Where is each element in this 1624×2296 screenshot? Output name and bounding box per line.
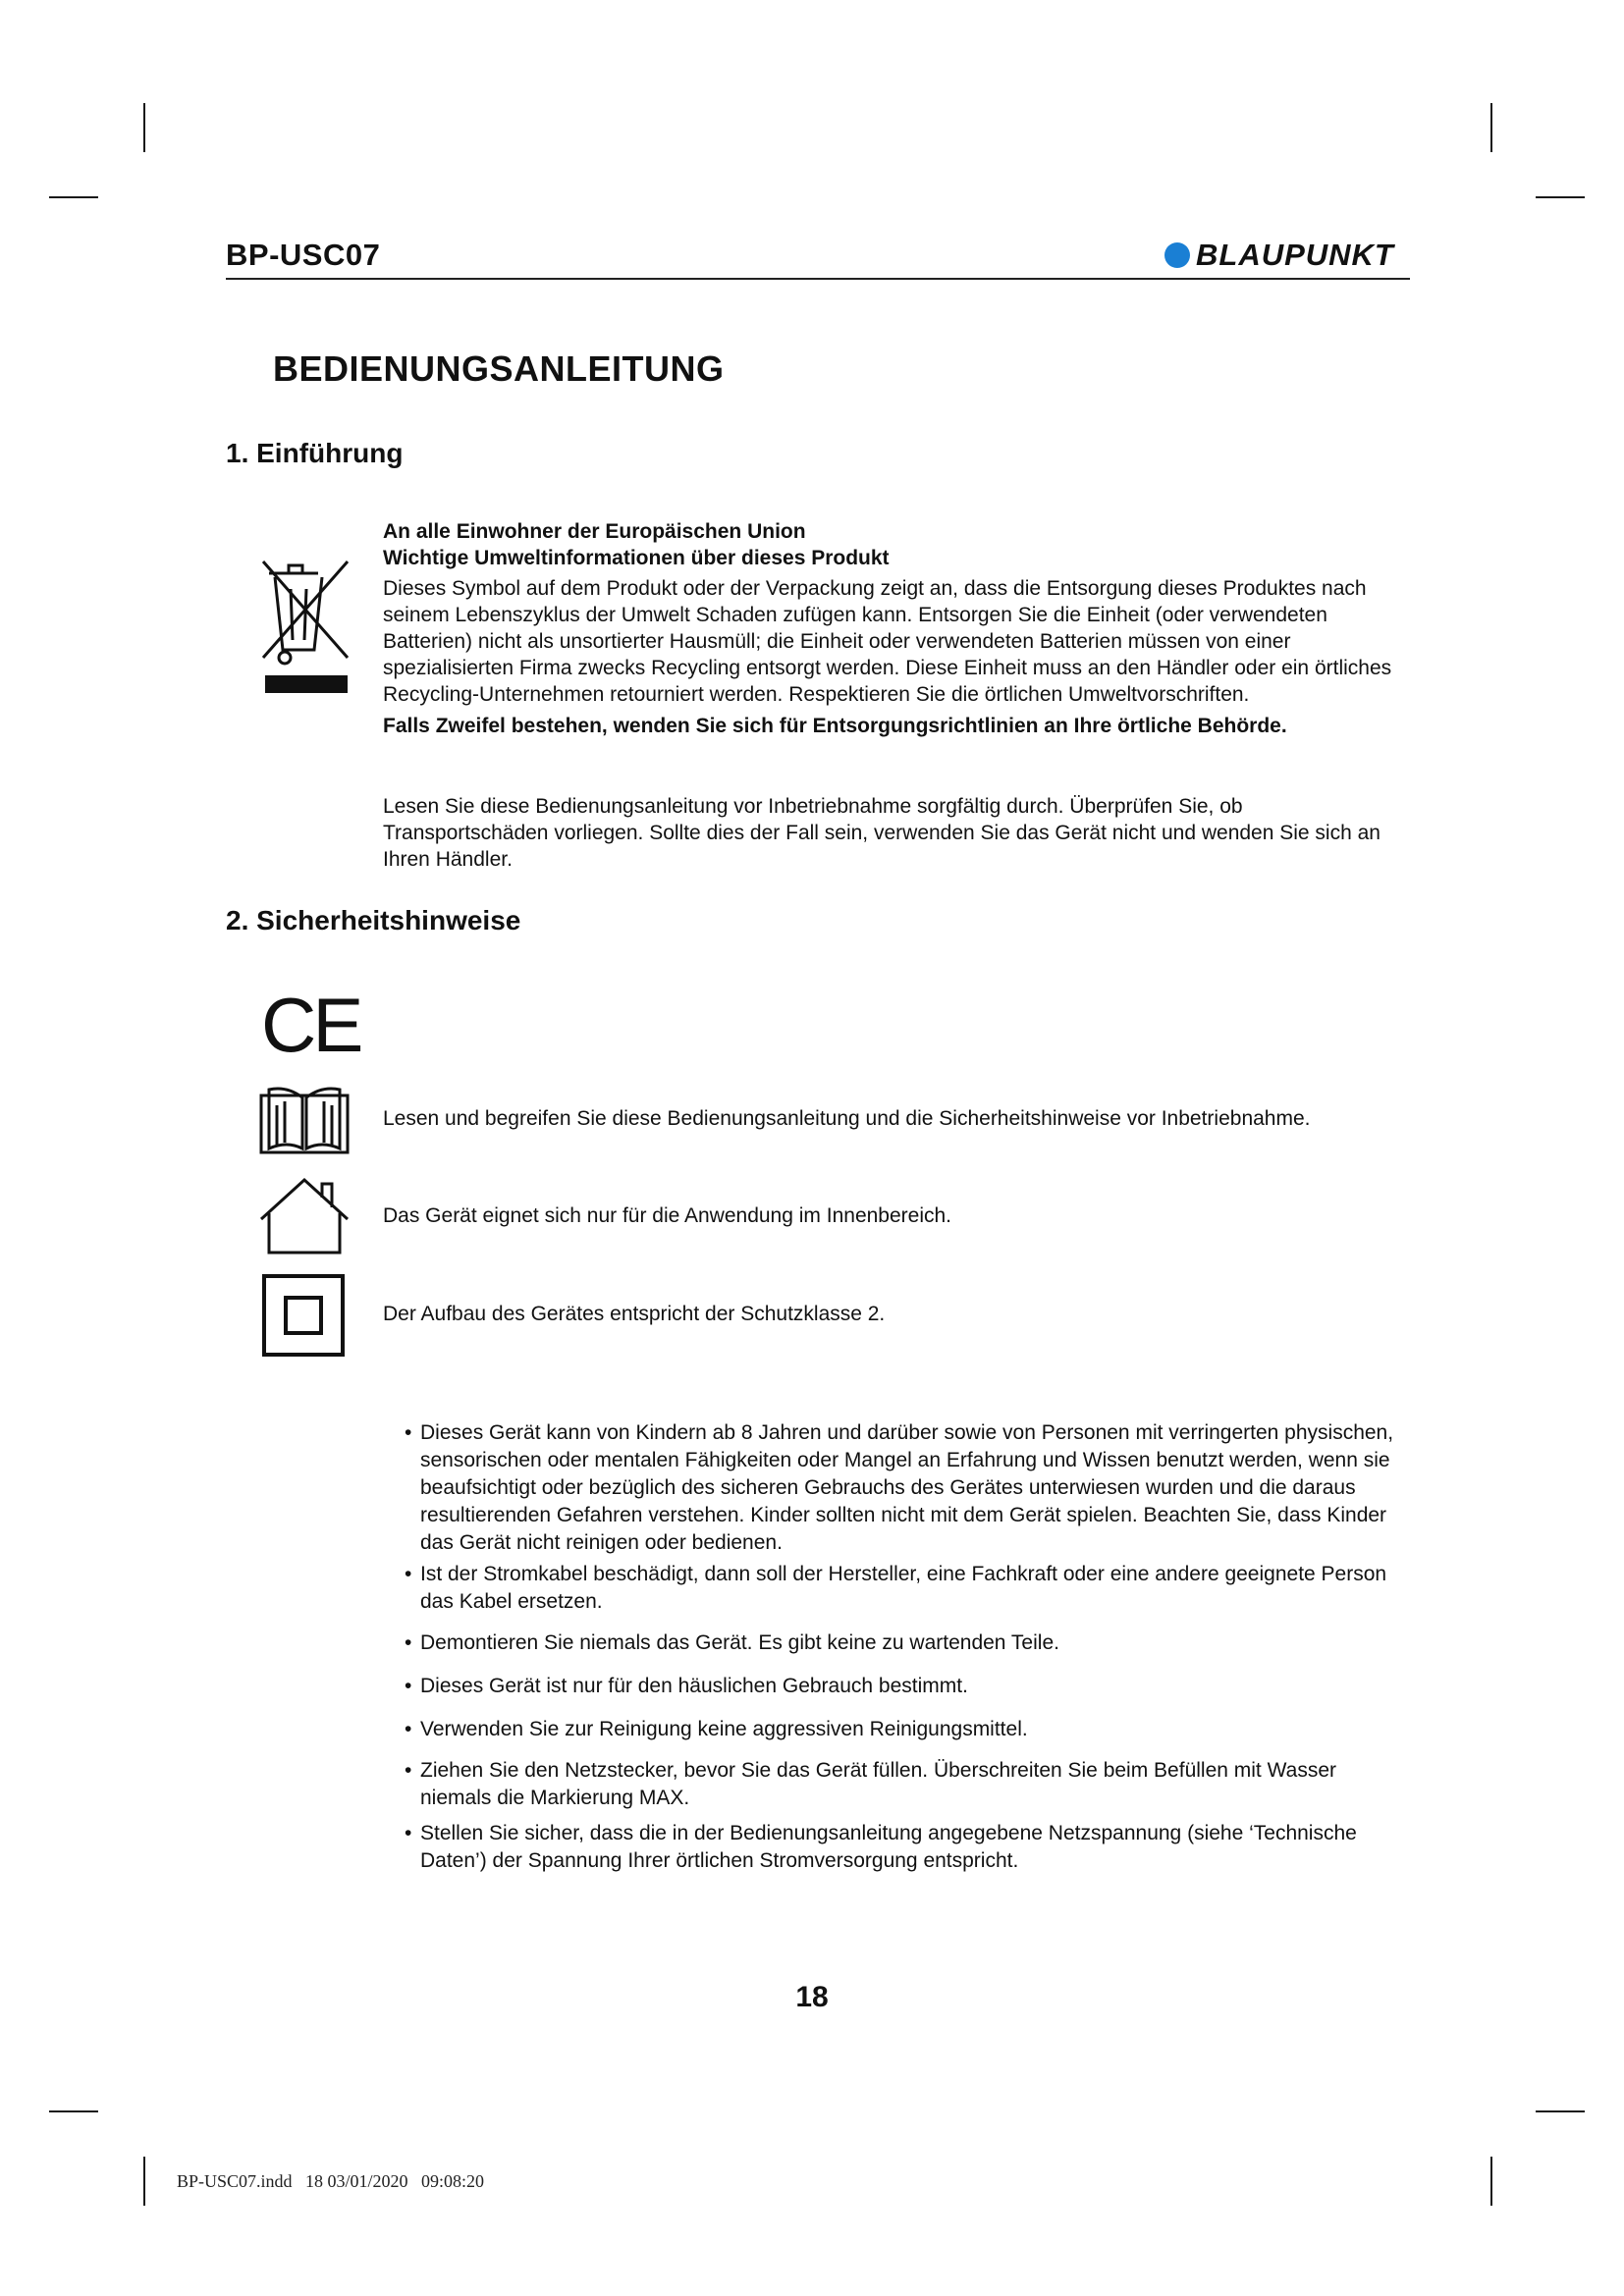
symbol-text-indoor: Das Gerät eignet sich nur für die Anwendung im Innenbereich. [383,1204,952,1227]
section-heading-intro: 1. Einführung [226,438,404,468]
crop-mark-left-upper [49,196,98,198]
list-item: • Stellen Sie sicher, dass die in der Bedienungsanleitung angegebene Netzspannung (siehe ‘Technische Daten’) der Spannung Ihrer örtlichen Stromversorgung entspricht. [405,1822,1357,1872]
double-square-icon [261,1273,346,1362]
crop-mark-bottom-right [1490,2157,1492,2206]
print-slug: BP-USC07.indd 18 03/01/2020 09:08:20 [177,2171,485,2191]
intro-lead-environment: Wichtige Umweltinformationen über dieses Produkt [383,547,890,569]
symbol-text-protection-class: Der Aufbau des Gerätes entspricht der Schutzklasse 2. [383,1303,886,1325]
crop-mark-right-upper [1536,196,1585,198]
safety-bullet-list [389,1419,1410,1875]
read-manual-note: Lesen Sie diese Bedienungsanleitung vor Inbetriebnahme sorgfältig durch. Überprüfen Sie, ob Transportschäden vorliegen. Sollte dies der Fall sein, verwenden Sie das Gerät nicht und wenden Sie sich an Ihren Händler. [383,795,1380,871]
crop-mark-bottom-left [143,2157,145,2206]
intro-lead-eu: An alle Einwohner der Europäischen Union [383,520,806,543]
crop-mark-top-right [1490,103,1492,152]
list-item: • Ist der Stromkabel beschädigt, dann soll der Hersteller, eine Fachkraft oder eine andere geeignete Person das Kabel ersetzen. [405,1563,1387,1613]
crop-mark-left-lower [49,2110,98,2112]
brand-logo [1164,238,1394,273]
list-item: • Demontieren Sie niemals das Gerät. Es gibt keine zu wartenden Teile. [405,1631,1059,1654]
brand-dot-icon [1164,242,1190,268]
model-number: BP-USC07 [226,238,381,272]
crop-mark-right-lower [1536,2110,1585,2112]
page-number: 18 [795,1981,829,2013]
intro-body: Dieses Symbol auf dem Produkt oder der Verpackung zeigt an, dass die Entsorgung dieses Produktes nach seinem Lebenszyklus der Umwelt Schaden zufügen kann. Entsorgen Sie die Einheit (oder verwendeten Batterien) nicht als unsortierter Hausmüll; die Einheit oder verwendeten Batterien müssen von einer spezialisierten Firma zwecks Recycling entsorgt werden. Diese Einheit muss an den Händler oder ein örtliches Recycling-Unternehmen retourniert werden. Respektieren Sie die örtlichen Umweltvorschriften. [383,577,1392,706]
section-heading-safety: 2. Sicherheitshinweise [226,905,521,935]
list-item: • Dieses Gerät ist nur für den häuslichen Gebrauch bestimmt. [405,1675,968,1697]
ce-mark-icon: CE [261,982,360,1068]
header-rule [226,278,1410,280]
list-item: • Dieses Gerät kann von Kindern ab 8 Jahren und darüber sowie von Personen mit verringerten physischen, sensorischen oder mentalen Fähigkeiten oder Mangel an Erfahrung und Wissen benutzt werden, wenn sie beaufsichtigt oder bezüglich des sicheren Gebrauchs des Gerätes unterwiesen wurden und die daraus resultierenden Gefahren verstehen. Kinder sollten nicht mit dem Gerät spielen. Beachten Sie, dass Kinder das Gerät nicht reinigen oder bedienen. [405,1421,1394,1554]
page-title: BEDIENUNGSANLEITUNG [273,348,725,389]
crop-mark-top-left [143,103,145,152]
list-item: • Ziehen Sie den Netzstecker, bevor Sie das Gerät füllen. Überschreiten Sie beim Befüllen mit Wasser niemals die Markierung MAX. [405,1759,1336,1809]
list-item: • Verwenden Sie zur Reinigung keine aggressiven Reinigungsmittel. [405,1718,1028,1740]
house-icon [257,1176,352,1261]
intro-emphasis: Falls Zweifel bestehen, wenden Sie sich für Entsorgungsrichtlinien an Ihre örtliche Behörde. [383,715,1287,737]
brand-wordmark: BLAUPUNKT [1196,238,1394,272]
weee-crossed-bin-icon [257,560,352,704]
symbol-text-read-manual: Lesen und begreifen Sie diese Bedienungsanleitung und die Sicherheitshinweise vor Inbetriebnahme. [383,1107,1311,1130]
book-icon [259,1086,350,1161]
